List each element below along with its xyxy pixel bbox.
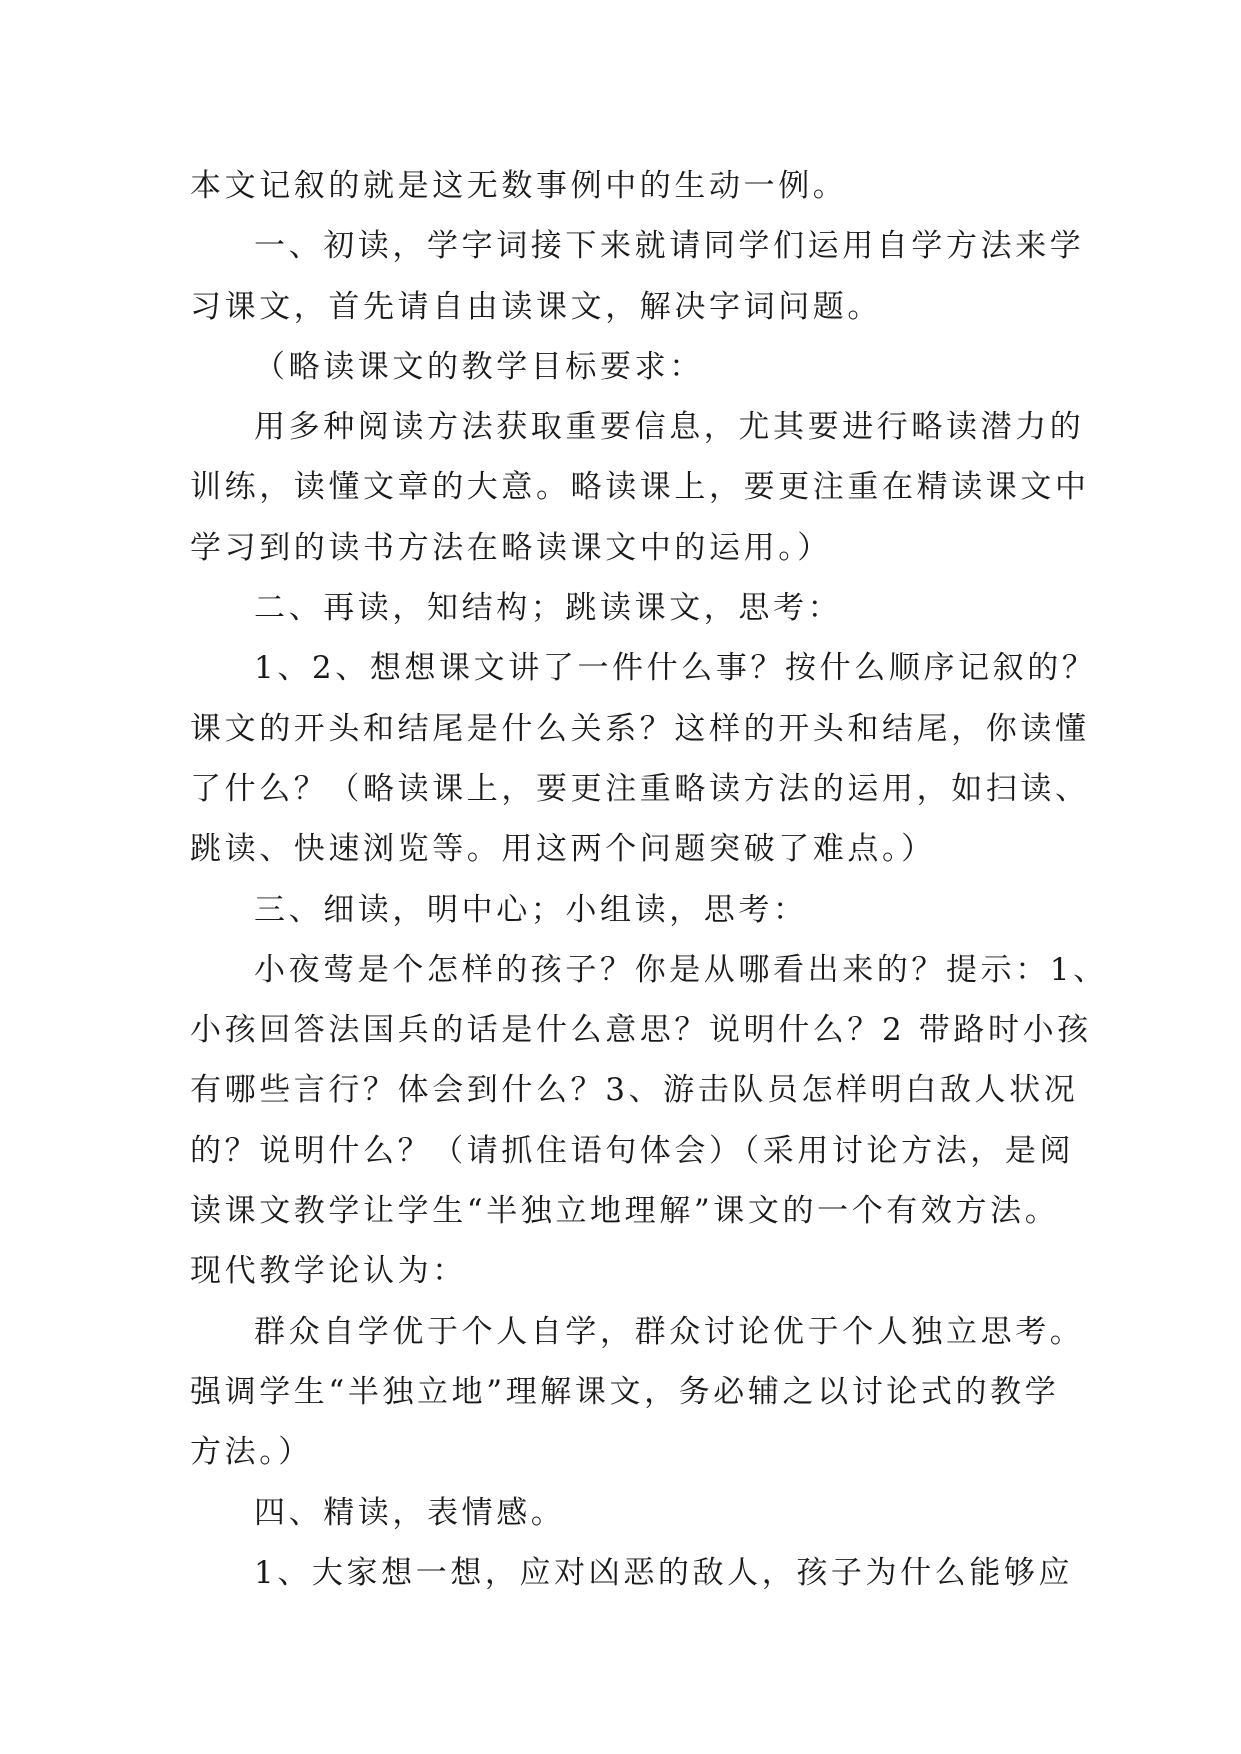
text-line: 训练，读懂文章的大意。略读课上，要更注重在精读课文中 <box>190 469 1090 506</box>
text-line: 强调学生“半独立地”理解课文，务必辅之以讨论式的教学 <box>190 1373 1060 1410</box>
text-line: 跳读、快速浏览等。用这两个问题突破了难点。） <box>190 831 936 868</box>
text-line: 四、精读，表情感。 <box>254 1494 566 1531</box>
text-line: 二、再读，知结构；跳读课文，思考： <box>254 590 843 627</box>
text-line: 小夜莺是个怎样的孩子？你是从哪看出来的？提示：1、 <box>254 951 1108 988</box>
text-line: 1、大家想一想，应对凶恶的敌人，孩子为什么能够应 <box>254 1554 1074 1591</box>
document-body <box>190 156 1108 1603</box>
text-line: 群众自学优于个人自学，群众讨论优于个人独立思考。 <box>254 1313 1085 1350</box>
text-line: 习课文，首先请自由读课文，解决字词问题。 <box>190 288 882 325</box>
text-line: 了什么？（略读课上，要更注重略读方法的运用，如扫读、 <box>190 770 1090 807</box>
text-line: 本文记叙的就是这无数事例中的生动一例。 <box>190 168 848 204</box>
text-line: 方法。） <box>190 1434 313 1471</box>
text-line: 读课文教学让学生“半独立地理解”课文的一个有效方法。 <box>190 1193 1060 1230</box>
text-line: 1、2、想想课文讲了一件什么事？按什么顺序记叙的？ <box>254 650 1097 687</box>
text-line: 小孩回答法国兵的话是什么意思？说明什么？2 带路时小孩 <box>190 1012 1092 1049</box>
text-line: 学习到的读书方法在略读课文中的运用。） <box>190 529 832 566</box>
text-line: 现代教学论认为： <box>190 1253 467 1290</box>
text-line: 一、初读，学字词接下来就请同学们运用自学方法来学 <box>254 228 1085 265</box>
text-line: 三、细读，明中心；小组读，思考： <box>254 891 808 928</box>
text-line: 用多种阅读方法获取重要信息，尤其要进行略读潜力的 <box>254 409 1085 446</box>
text-line: 课文的开头和结尾是什么关系？这样的开头和结尾，你读懂 <box>190 710 1090 747</box>
text-line: 的？说明什么？（请抓住语句体会）（采用讨论方法，是阅 <box>190 1132 1075 1169</box>
text-line: （略读课文的教学目标要求： <box>254 348 704 385</box>
text-line: 有哪些言行？体会到什么？3、游击队员怎样明白敌人状况 <box>190 1072 1079 1109</box>
